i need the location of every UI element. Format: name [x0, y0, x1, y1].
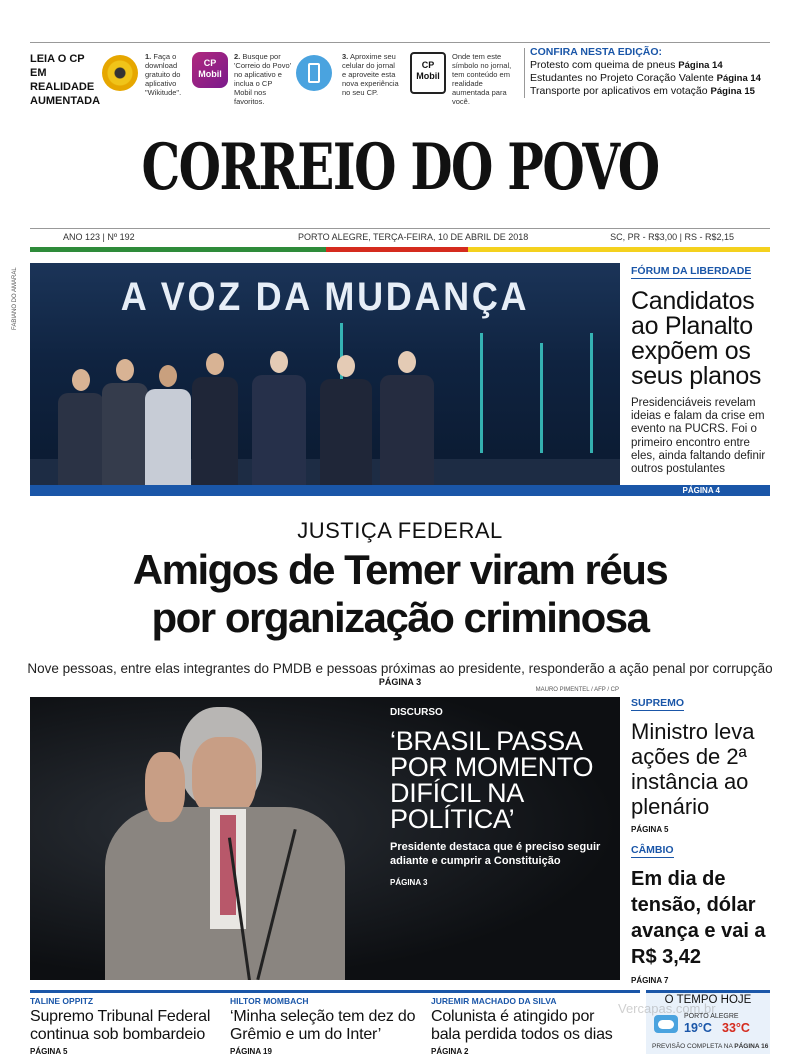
story2-overlay — [390, 707, 615, 887]
temer-speech-photo[interactable] — [30, 697, 620, 980]
weather-box[interactable] — [646, 990, 770, 1054]
story2-page[interactable]: PÁGINA 3 — [390, 878, 428, 887]
story1-page-bar — [30, 485, 770, 496]
stage-light — [590, 333, 593, 453]
masthead-rule — [30, 228, 770, 229]
ar-step-2-num: 2. — [234, 52, 241, 61]
footer-column — [230, 996, 425, 1056]
footer-column — [30, 996, 225, 1056]
masthead-infobar — [30, 232, 770, 246]
footer-author: TALINE OPPITZ — [30, 996, 94, 1006]
confira-item[interactable] — [530, 59, 770, 72]
side-story-page[interactable]: PÁGINA 5 — [631, 825, 669, 834]
masthead-title: CORREIO DO POVO — [141, 130, 659, 205]
footer-title[interactable]: Supremo Tribunal Federal continua sob bombardeio — [30, 1008, 211, 1043]
ar-step-3-num: 3. — [342, 52, 349, 61]
confira-item-text: Estudantes no Projeto Coração Valente — [530, 72, 714, 84]
weather-forecast-page: PÁGINA 16 — [734, 1043, 769, 1050]
candidate-figure — [320, 355, 372, 485]
weather-city: PORTO ALEGRE — [684, 1013, 739, 1020]
flag-green — [30, 247, 326, 252]
main-dek: Nove pessoas, entre elas integrantes do PMDB e pessoas próximas ao presidente, responderão a ação penal por corrupção — [27, 661, 773, 676]
top-rule — [30, 42, 770, 43]
cp-mobil-app-icon — [192, 52, 228, 88]
confira-box — [530, 46, 770, 98]
side-story-page[interactable]: PÁGINA 7 — [631, 976, 669, 985]
ar-step-3 — [342, 52, 400, 97]
ar-step-3-text: Aproxime seu celular do jornal e aproveite esta nova experiência no seu CP. — [342, 52, 399, 97]
story1-sidebar — [631, 261, 771, 476]
cp-mobil-symbol-icon — [410, 52, 446, 94]
stage-light — [480, 333, 483, 453]
candidate-figure — [145, 365, 191, 485]
cloud-sun-icon — [654, 1015, 678, 1033]
story2-kicker: DISCURSO — [390, 707, 443, 718]
wikitude-eye-icon — [102, 55, 138, 91]
weather-min: 19°C — [684, 1021, 712, 1035]
ar-step-1-text: Faça o download gratuito do aplicativo "Wikitude". — [145, 52, 182, 97]
story1-page[interactable]: PÁGINA 4 — [682, 486, 720, 495]
candidate-figure — [192, 353, 238, 485]
side-story-title[interactable]: Ministro leva ações de 2ª instância ao plenário — [631, 719, 755, 819]
confira-item-page: Página 14 — [716, 73, 761, 84]
ar-promo-title: LEIA O CP EM REALIDADE AUMENTADA — [30, 53, 101, 107]
watermark: Vercapas.com.br — [618, 1001, 716, 1016]
candidate-figure — [380, 351, 434, 485]
ar-step-1-num: 1. — [145, 52, 152, 61]
promo-divider — [524, 48, 525, 98]
ar-step-2-text: Busque por 'Correio do Povo' no aplicativo e inclua o CP Mobil nos favoritos. — [234, 52, 292, 106]
phone-scan-icon — [296, 55, 332, 91]
edition-date: PORTO ALEGRE, TERÇA-FEIRA, 10 DE ABRIL DE 2018 — [298, 232, 529, 242]
footer-author: JUREMIR MACHADO DA SILVA — [431, 996, 557, 1006]
ar-step-1 — [145, 52, 185, 97]
year-issue: ANO 123 | Nº 192 — [63, 232, 135, 242]
side-story-supremo — [631, 693, 771, 834]
footer-title[interactable]: Colunista é atingido por bala perdida todos os dias — [431, 1008, 613, 1043]
side-story-kicker: SUPREMO — [631, 697, 685, 709]
stage-light — [540, 343, 543, 453]
confira-item-text: Transporte por aplicativos em votação — [530, 85, 708, 97]
main-headline-line1: Amigos de Temer viram réus — [132, 546, 668, 593]
weather-forecast-link — [652, 1043, 768, 1050]
flag-yellow — [468, 247, 770, 252]
photo2-credit: MAURO PIMENTEL / AFP / CP — [535, 687, 619, 693]
footer-page[interactable]: PÁGINA 19 — [230, 1047, 272, 1056]
candidate-figure — [58, 369, 104, 485]
footer-page[interactable]: PÁGINA 5 — [30, 1047, 68, 1056]
footer-title[interactable]: ‘Minha seleção tem dez do Grêmio e um do Inter’ — [230, 1008, 416, 1043]
side-story-cambio — [631, 840, 771, 985]
speaker-hand — [145, 752, 185, 822]
rs-flag-stripe — [30, 247, 770, 252]
speaker-face — [192, 737, 256, 817]
main-headline[interactable] — [20, 546, 780, 642]
weather-heading: O TEMPO HOJE — [664, 994, 752, 1006]
photo1-credit: FABIANO DO AMARAL — [12, 267, 18, 330]
story1-body: Presidenciáveis revelam ideias e falam da crise em evento na PUCRS. Foi o primeiro encontro entre eles, ainda faltando definir outros postulantes — [631, 397, 766, 476]
footer-column — [431, 996, 626, 1056]
side-story-kicker: CÂMBIO — [631, 844, 674, 856]
cp-mobil-symbol-label: CP Mobil — [416, 60, 440, 81]
footer-page[interactable]: PÁGINA 2 — [431, 1047, 469, 1056]
story1-kicker: FÓRUM DA LIBERDADE — [631, 265, 752, 277]
flag-red — [326, 247, 468, 252]
ar-step-2 — [234, 52, 292, 106]
main-headline-line2: por organização criminosa — [151, 594, 649, 641]
confira-heading: CONFIRA NESTA EDIÇÃO: — [530, 46, 663, 58]
story2-quote[interactable]: ‘BRASIL PASSA POR MOMENTO DIFÍCIL NA POLÍTICA’ — [390, 726, 594, 834]
main-kicker: JUSTIÇA FEDERAL — [297, 518, 503, 543]
confira-item-text: Protesto com queima de pneus — [530, 59, 676, 71]
candidate-figure — [252, 351, 306, 485]
confira-item-page: Página 14 — [678, 60, 723, 71]
footer-author: HILTOR MOMBACH — [230, 996, 309, 1006]
confira-item[interactable] — [530, 85, 770, 98]
story1-title[interactable]: Candidatos ao Planalto expõem os seus planos — [631, 287, 762, 390]
confira-item[interactable] — [530, 72, 770, 85]
debate-stage-photo[interactable] — [30, 263, 620, 485]
cover-price: SC, PR - R$3,00 | RS - R$2,15 — [610, 232, 734, 242]
weather-forecast-text: PREVISÃO COMPLETA NA — [652, 1043, 733, 1050]
main-page[interactable]: PÁGINA 3 — [378, 677, 422, 687]
confira-item-page: Página 15 — [710, 86, 755, 97]
footer-rule — [30, 990, 640, 993]
stage-banner-text: A VOZ DA MUDANÇA — [120, 275, 530, 319]
story2-sub: Presidente destaca que é preciso seguir adiante e cumprir a Constituição — [390, 841, 601, 867]
weather-max: 33°C — [722, 1021, 750, 1035]
candidate-figure — [102, 359, 148, 485]
side-story-title[interactable]: Em dia de tensão, dólar avança e vai a R$ 3,42 — [631, 868, 766, 968]
cp-mobil-app-label: CP Mobil — [198, 58, 222, 79]
ar-symbol-note: Onde tem este símbolo no jornal, tem conteúdo em realidade aumentada para você. — [452, 52, 512, 106]
